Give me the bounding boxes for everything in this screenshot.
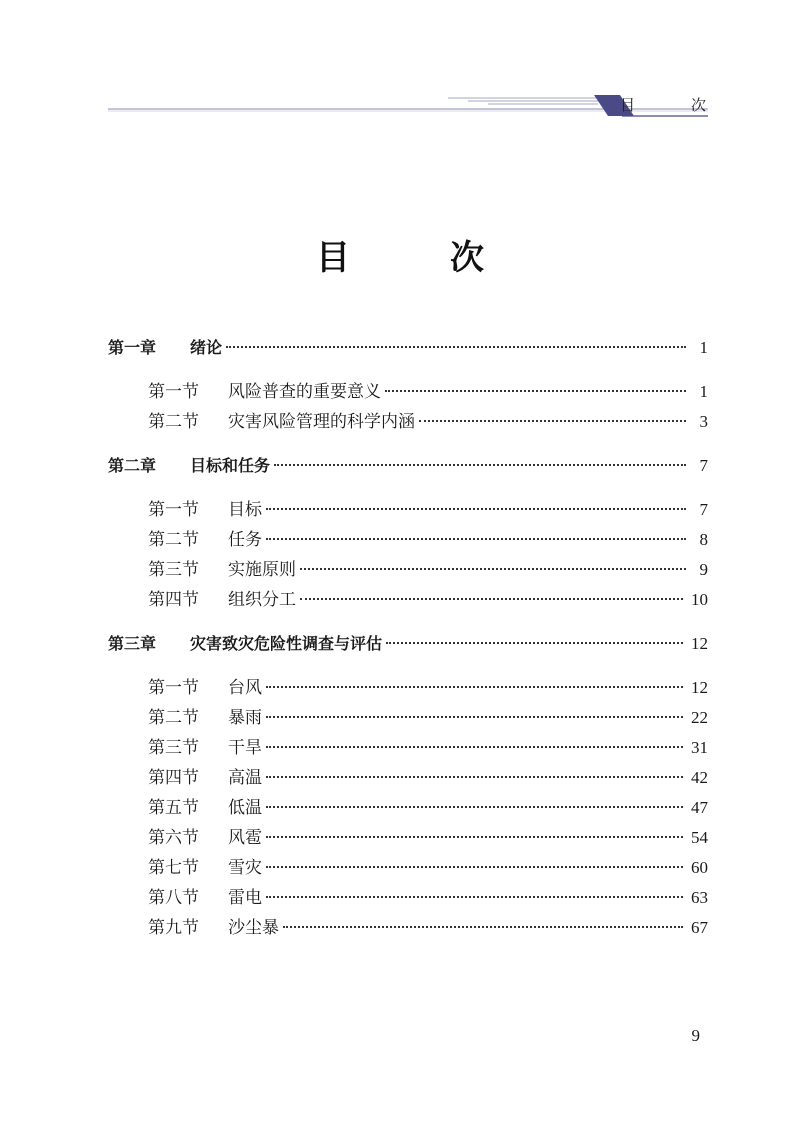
toc-section-entry[interactable] <box>108 853 708 883</box>
toc-section-number: 第三节 <box>148 560 199 580</box>
toc-page-number: 60 <box>691 858 708 877</box>
toc-section-number: 第六节 <box>148 828 199 848</box>
toc-leader-dots <box>283 924 683 928</box>
toc-section-entry[interactable] <box>108 883 708 913</box>
toc-section-label <box>148 823 262 853</box>
toc-page-number: 7 <box>699 456 708 475</box>
toc-section-label <box>148 853 262 883</box>
toc-page-number: 1 <box>699 338 708 357</box>
toc-chapter-label <box>108 451 270 481</box>
toc-section-number: 第九节 <box>148 918 199 938</box>
toc-section-title: 低温 <box>228 798 262 818</box>
toc-page-number: 7 <box>699 500 708 519</box>
toc-page-number: 47 <box>691 798 708 817</box>
toc-leader-dots <box>385 388 686 392</box>
page-title-part2: 次 <box>450 238 484 278</box>
toc-section-entry[interactable] <box>108 913 708 943</box>
toc-leader-dots <box>226 344 686 348</box>
toc-leader-dots <box>300 566 686 570</box>
toc-section-number: 第四节 <box>148 590 199 610</box>
toc-leader-dots <box>266 834 683 838</box>
toc-section-title: 高温 <box>228 768 262 788</box>
toc-section-entry[interactable] <box>108 733 708 763</box>
toc-page-number: 42 <box>691 768 708 787</box>
toc-section-title: 沙尘暴 <box>228 918 279 938</box>
toc-section-label <box>148 673 262 703</box>
toc-section-label <box>148 525 262 555</box>
toc-section-label <box>148 703 262 733</box>
header-decoration <box>108 92 708 122</box>
toc-section-title: 暴雨 <box>228 708 262 728</box>
toc-leader-dots <box>266 804 683 808</box>
toc-section-title: 雪灾 <box>228 858 262 878</box>
toc-section-label <box>148 407 415 437</box>
toc-section-number: 第三节 <box>148 738 199 758</box>
toc-section-title: 目标 <box>228 500 262 520</box>
toc-page-number: 63 <box>691 888 708 907</box>
toc-section-title: 干旱 <box>228 738 262 758</box>
page-number: 9 <box>691 1026 700 1045</box>
toc-page-number: 1 <box>699 382 708 401</box>
toc-section-title: 台风 <box>228 678 262 698</box>
toc-chapter-title: 绪论 <box>190 338 223 357</box>
toc-leader-dots <box>266 684 683 688</box>
toc-section-label <box>148 883 262 913</box>
toc-page-number: 31 <box>691 738 708 757</box>
toc-chapter-entry[interactable] <box>108 333 708 363</box>
toc-section-entry[interactable] <box>108 407 708 437</box>
toc-page-number: 3 <box>699 412 708 431</box>
toc-section-label <box>148 495 262 525</box>
toc-page-number: 10 <box>691 590 708 609</box>
toc-section-number: 第五节 <box>148 798 199 818</box>
toc-section-title: 灾害风险管理的科学内涵 <box>228 412 415 432</box>
toc-section-label <box>148 913 279 943</box>
toc-section-title: 实施原则 <box>228 560 296 580</box>
toc-section-entry[interactable] <box>108 585 708 615</box>
toc-section-label <box>148 377 381 407</box>
toc-chapter-number: 第二章 <box>108 456 157 475</box>
toc-page-number: 22 <box>691 708 708 727</box>
toc-page-number: 9 <box>699 560 708 579</box>
toc-chapter-entry[interactable] <box>108 629 708 659</box>
toc-section-title: 组织分工 <box>228 590 296 610</box>
toc-section-number: 第二节 <box>148 708 199 728</box>
toc-section-number: 第一节 <box>148 382 199 402</box>
toc-chapter-title: 目标和任务 <box>190 456 271 475</box>
toc-section-title: 任务 <box>228 530 262 550</box>
header-title-right: 次 <box>690 96 706 114</box>
toc-chapter-number: 第一章 <box>108 338 157 357</box>
toc-section-label <box>148 555 296 585</box>
toc-page-number: 12 <box>691 634 708 653</box>
toc-section-number: 第四节 <box>148 768 199 788</box>
toc-section-entry[interactable] <box>108 793 708 823</box>
page-title <box>0 230 800 279</box>
toc-page-number: 67 <box>691 918 708 937</box>
toc-leader-dots <box>419 418 686 422</box>
table-of-contents <box>108 333 708 943</box>
toc-leader-dots <box>386 640 683 644</box>
toc-chapter-label <box>108 629 382 659</box>
toc-section-entry[interactable] <box>108 495 708 525</box>
toc-leader-dots <box>266 744 683 748</box>
toc-section-number: 第八节 <box>148 888 199 908</box>
toc-section-entry[interactable] <box>108 555 708 585</box>
toc-leader-dots <box>266 536 686 540</box>
toc-section-label <box>148 585 296 615</box>
toc-chapter-entry[interactable] <box>108 451 708 481</box>
toc-section-entry[interactable] <box>108 763 708 793</box>
header-title <box>620 94 706 115</box>
toc-chapter-label <box>108 333 222 363</box>
toc-leader-dots <box>266 714 683 718</box>
toc-section-title: 风雹 <box>228 828 262 848</box>
running-header <box>108 92 708 122</box>
toc-leader-dots <box>266 894 683 898</box>
toc-section-title: 雷电 <box>228 888 262 908</box>
toc-chapter-number: 第三章 <box>108 634 157 653</box>
toc-section-number: 第一节 <box>148 678 199 698</box>
toc-page-number: 12 <box>691 678 708 697</box>
toc-section-entry[interactable] <box>108 703 708 733</box>
toc-leader-dots <box>266 864 683 868</box>
toc-section-label <box>148 733 262 763</box>
toc-page-number: 54 <box>691 828 708 847</box>
toc-section-label <box>148 763 262 793</box>
toc-page-number: 8 <box>699 530 708 549</box>
page-title-part1: 目 <box>316 238 350 278</box>
toc-section-entry[interactable] <box>108 673 708 703</box>
toc-leader-dots <box>300 596 683 600</box>
toc-section-entry[interactable] <box>108 823 708 853</box>
header-title-left: 目 <box>620 96 636 114</box>
toc-section-number: 第二节 <box>148 412 199 432</box>
toc-leader-dots <box>266 774 683 778</box>
toc-section-number: 第二节 <box>148 530 199 550</box>
toc-section-label <box>148 793 262 823</box>
toc-section-number: 第一节 <box>148 500 199 520</box>
toc-leader-dots <box>274 462 686 466</box>
toc-section-entry[interactable] <box>108 377 708 407</box>
toc-section-title: 风险普查的重要意义 <box>228 382 381 402</box>
toc-leader-dots <box>266 506 686 510</box>
toc-chapter-title: 灾害致灾危险性调查与评估 <box>190 634 383 653</box>
toc-section-number: 第七节 <box>148 858 199 878</box>
toc-section-entry[interactable] <box>108 525 708 555</box>
